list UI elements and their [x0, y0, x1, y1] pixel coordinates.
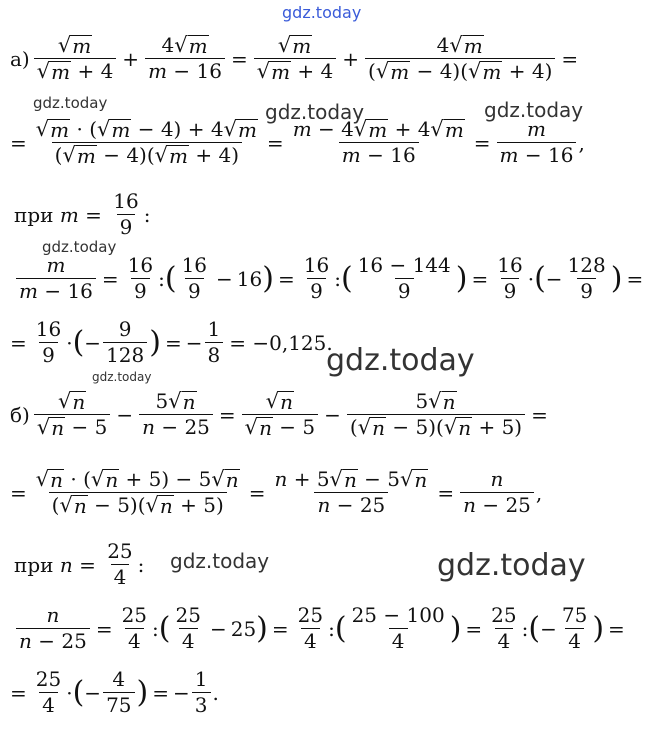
part-a-line-3: $\frac{m}{m - 16}$ = $\frac{16}{9}$ : ( $\frac{16}{9}$ − 16 ) = $\frac{16}{9}$ : ( $\frac{16 - 144}{9}$ ) = $\frac{16}{9}$ · ( − $\frac{128}{9}$ ) =	[14, 254, 647, 303]
part-b-label: б)	[10, 402, 30, 427]
part-a-substitution: при m = $\frac{16}{9}$ :	[14, 189, 151, 239]
substitution-prefix: при	[14, 202, 54, 227]
watermark: gdz.today	[326, 343, 475, 378]
watermark-top: gdz.today	[282, 3, 362, 22]
var-n: n	[59, 552, 73, 577]
part-a-line-4: = $\frac{16}{9}$ · ( − $\frac{9}{128}$ ) = − $\frac{1}{8}$ = −0,125.	[10, 317, 333, 367]
part-a-line-2: = √ m · ( √ m − 4) + 4 √ m ( √ m − 4)( √ m + 4) = m − 4 √ m + 4 √ m m − 16 = $\frac{m}{m - 16}$ ,	[10, 117, 585, 168]
watermark: gdz.today	[484, 98, 584, 122]
part-b-line-4: = $\frac{25}{4}$ · ( − $\frac{4}{75}$ ) = − $\frac{1}{3}$ .	[10, 667, 219, 717]
part-a-result: = −0,125.	[229, 330, 333, 355]
sub-den: 9	[117, 214, 136, 239]
watermark: gdz.today	[92, 370, 152, 384]
sub-num: 25	[107, 539, 133, 563]
part-a-label: а)	[10, 46, 30, 71]
sub-num: 16	[113, 189, 139, 213]
part-b-line-1: б) √ n √ n − 5 − 5 √ n n − 25 = √ n √ n − 5 − 5 √ n ( √ n − 5)( √ n + 5) =	[10, 389, 548, 440]
part-b-substitution: при n = $\frac{25}{4}$ :	[14, 539, 145, 589]
watermark: gdz.today	[33, 94, 108, 112]
sub-den: 4	[111, 564, 130, 589]
part-b-line-3: $\frac{n}{n - 25}$ = $\frac{25}{4}$ : ( $\frac{25}{4}$ − 25 ) = $\frac{25}{4}$ : ( $\frac{25 - 100}{4}$ ) = $\frac{25}{4}$ : ( − $\frac{75}{4}$ ) =	[14, 604, 629, 653]
watermark: gdz.today	[42, 238, 117, 256]
substitution-prefix: при	[14, 552, 54, 577]
watermark: gdz.today	[170, 549, 270, 573]
var-m: m	[59, 202, 79, 227]
watermark: gdz.today	[437, 548, 586, 583]
watermark: gdz.today	[265, 100, 365, 124]
part-a-line-1: а) √ m √ m + 4 + 4 √ m m − 16 = √ m √ m + 4 + 4 √ m ( √ m − 4)( √ m + 4) =	[10, 33, 579, 84]
part-b-line-2: = √ n · ( √ n + 5) − 5 √ n ( √ n − 5)( √ n + 5) = n + 5 √ n − 5 √ n n − 25 = $\frac{n}{n - 25}$ ,	[10, 467, 543, 518]
